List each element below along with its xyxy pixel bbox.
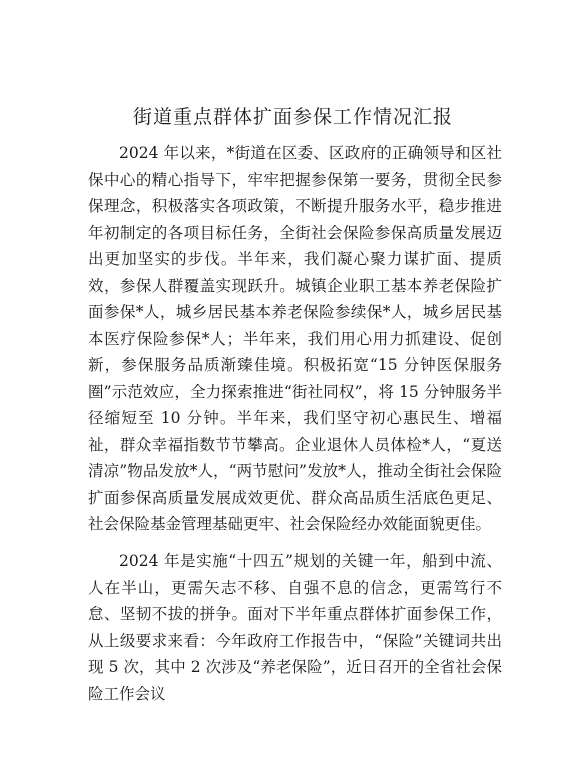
body-paragraph-2: 2024 年是实施“十四五”规划的关键一年，船到中流、人在半山，更需矢志不移、自强不息的信念，更需笃行不怠、坚韧不拔的拼争。面对下半年重点群体扩面参保工作，从上级要求来看：今年政府工作报告中，“保险”关键词共出现 5 次，其中 2 次涉及“养老保险”，近日召开的全省社会保险工作会议: [88, 552, 502, 703]
document-title: 街道重点群体扩面参保工作情况汇报: [132, 106, 453, 128]
body-paragraph-1: 2024 年以来，*街道在区委、区政府的正确领导和区社保中心的精心指导下，牢牢把握参保第一要务，贯彻全民参保理念，积极落实各项政策，不断提升服务水平，稳步推进年初制定的各项目标任务，全街社会保险参保高质量发展迈出更加坚实的步伐。半年来，我们凝心聚力谋扩面、提质效，参保人群覆盖实现跃升。城镇企业职工基本养老保险扩面参保*人，城乡居民基本养老保险参续保*人，城乡居民基本医疗保险参保*人；半年来，我们用心用力抓建设、促创新，参保服务品质渐臻佳境。积极拓宽“15 分钟医保服务圈”示范效应，全力探索推进“街社同权”，将 15 分钟服务半径缩短至 10 分钟。半年来，我们坚守初心惠民生、增福祉，群众幸福指数节节攀高。企业退休人员体检*人，“夏送清凉”物品发放*人，“两节慰问”发放*人，推动全街社会保险扩面参保高质量发展成效更优、群众高品质生活底色更足、社会保险基金管理基础更牢、社会保险经办效能面貌更佳。: [88, 144, 502, 533]
